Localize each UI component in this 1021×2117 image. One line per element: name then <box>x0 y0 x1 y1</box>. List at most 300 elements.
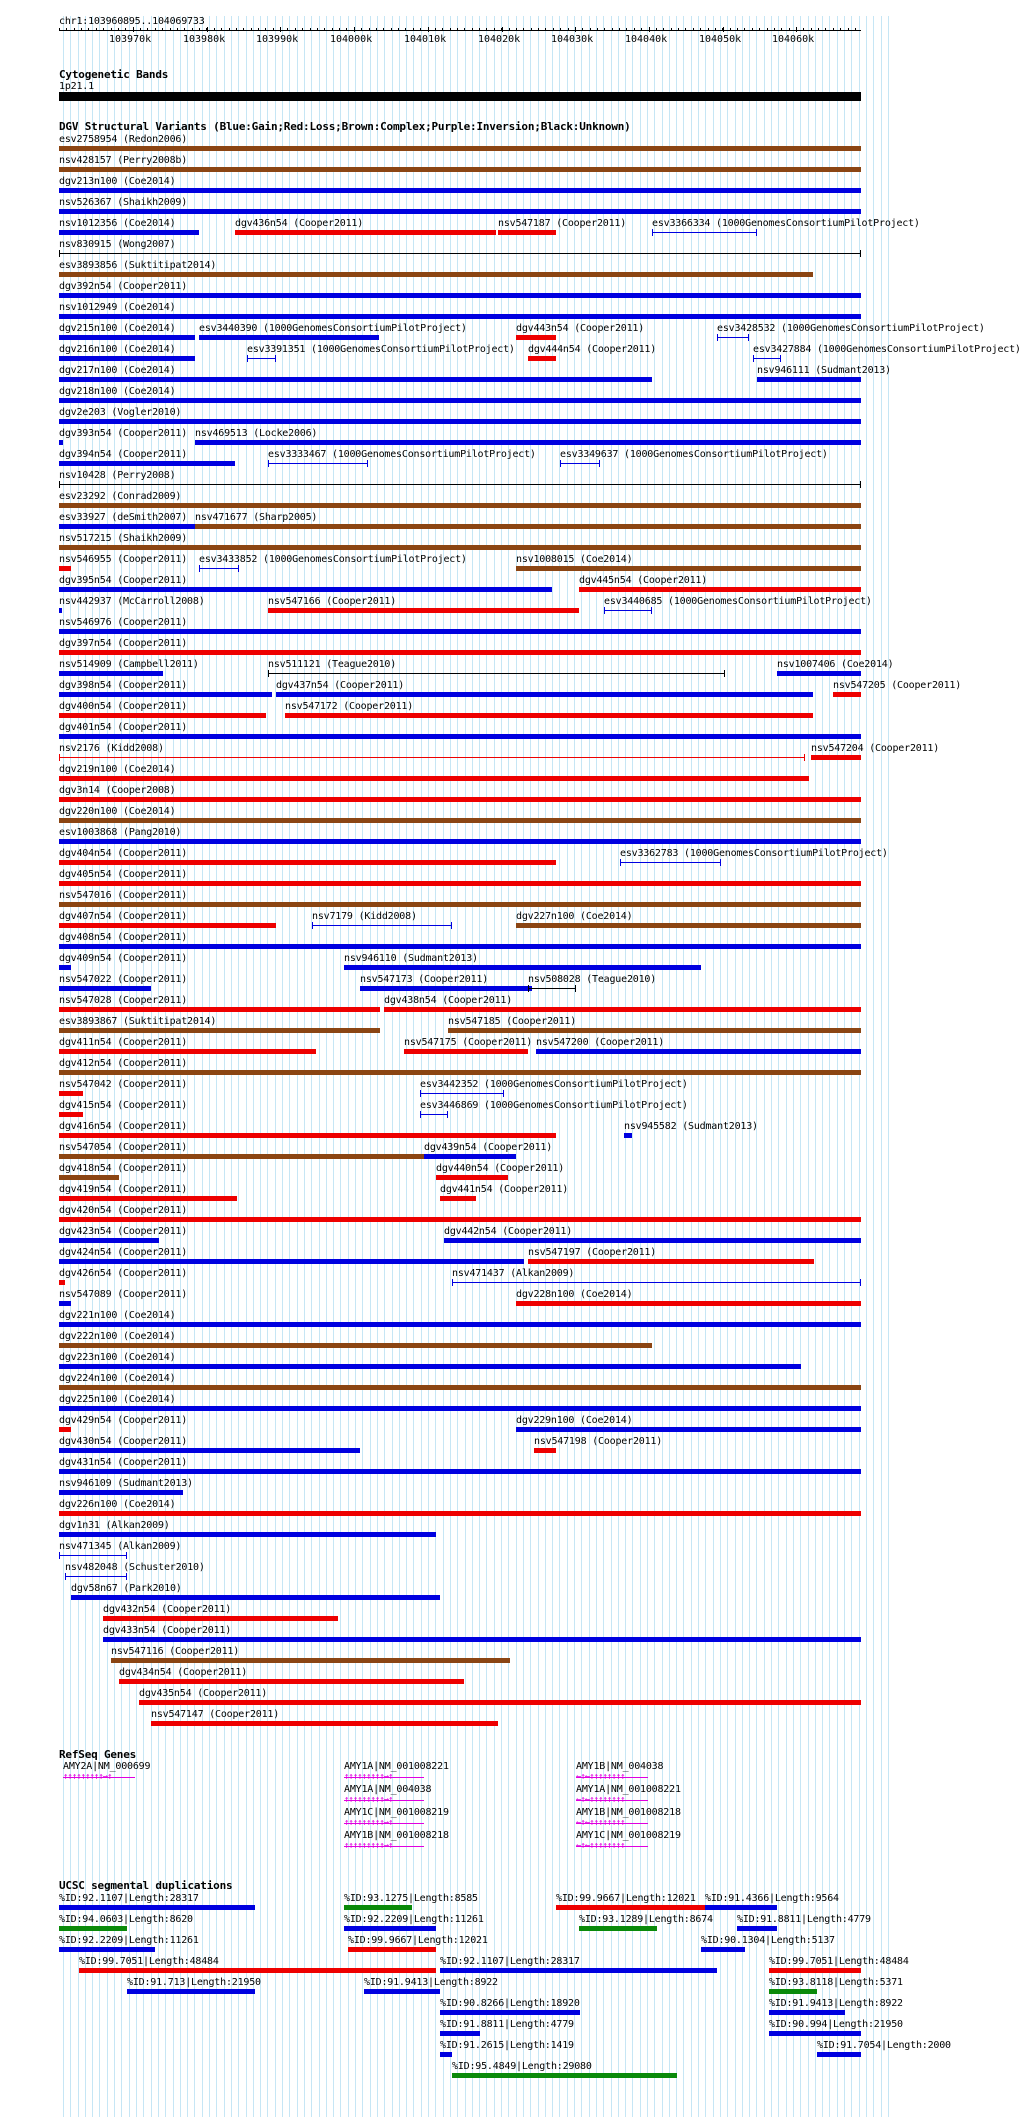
dgv-feature-bar[interactable] <box>534 1448 556 1453</box>
scale-minor-tick <box>811 28 812 31</box>
dgv-feature-label: dgv426n54 (Cooper2011) <box>59 1268 188 1279</box>
scale-minor-tick <box>398 28 399 31</box>
dgv-feature-label: dgv3n14 (Cooper2008) <box>59 785 176 796</box>
dgv-feature-bar[interactable] <box>139 1700 861 1705</box>
scale-tick-label: 104030k <box>551 34 594 45</box>
dgv-feature-label: dgv416n54 (Cooper2011) <box>59 1121 188 1132</box>
dgv-feature-bar[interactable] <box>59 1301 71 1306</box>
dgv-feature-bar[interactable] <box>528 988 576 989</box>
dgv-feature-bar[interactable] <box>268 673 725 674</box>
dgv-feature-label: dgv2e203 (Vogler2010) <box>59 407 182 418</box>
dgv-feature-bar[interactable] <box>717 337 749 338</box>
scale-minor-tick <box>818 28 819 31</box>
dgv-feature-label: dgv221n100 (Coe2014) <box>59 1310 176 1321</box>
dgv-feature-bar[interactable] <box>59 230 199 235</box>
segdup-bar[interactable] <box>59 1947 155 1952</box>
gene-label: AMY1C|NM_001008219 <box>576 1830 681 1841</box>
dgv-feature-label: dgv229n100 (Coe2014) <box>516 1415 633 1426</box>
dgv-feature-label: dgv430n54 (Cooper2011) <box>59 1436 188 1447</box>
dgv-feature-bar[interactable] <box>59 797 861 802</box>
segdup-label: %ID:90.8266|Length:18920 <box>440 1998 580 2009</box>
segdup-bar[interactable] <box>817 2052 861 2057</box>
dgv-feature-bar[interactable] <box>59 1028 380 1033</box>
scale-minor-tick <box>781 28 782 31</box>
dgv-feature-bar[interactable] <box>59 209 861 214</box>
segdup-bar[interactable] <box>344 1905 412 1910</box>
dgv-feature-bar[interactable] <box>199 568 239 569</box>
dgv-feature-bar[interactable] <box>59 881 861 886</box>
dgv-feature-label: nsv1012949 (Coe2014) <box>59 302 176 313</box>
dgv-feature-bar[interactable] <box>833 692 861 697</box>
dgv-feature-endcap <box>651 607 652 614</box>
dgv-feature-label: nsv546976 (Cooper2011) <box>59 617 188 628</box>
dgv-feature-bar[interactable] <box>420 1114 448 1115</box>
scale-minor-tick <box>103 28 104 31</box>
dgv-feature-label: nsv547042 (Cooper2011) <box>59 1079 188 1090</box>
dgv-feature-bar[interactable] <box>528 1259 814 1264</box>
dgv-feature-label: nsv547187 (Cooper2011) <box>498 218 627 229</box>
scale-minor-tick <box>361 28 362 31</box>
dgv-feature-label: nsv547147 (Cooper2011) <box>151 1709 280 1720</box>
dgv-feature-label: dgv395n54 (Cooper2011) <box>59 575 188 586</box>
dgv-feature-bar[interactable] <box>59 1238 159 1243</box>
grid-line <box>705 16 706 2117</box>
dgv-feature-label: nsv830915 (Wong2007) <box>59 239 176 250</box>
scale-minor-tick <box>486 28 487 31</box>
dgv-feature-bar[interactable] <box>59 1555 127 1556</box>
dgv-feature-label: esv3349637 (1000GenomesConsortiumPilotProject) <box>560 449 828 460</box>
dgv-feature-bar[interactable] <box>59 1217 861 1222</box>
dgv-feature-label: dgv398n54 (Cooper2011) <box>59 680 188 691</box>
dgv-feature-bar[interactable] <box>59 272 813 277</box>
segdup-label: %ID:99.9667|Length:12021 <box>348 1935 488 1946</box>
dgv-feature-label: nsv547028 (Cooper2011) <box>59 995 188 1006</box>
dgv-feature-bar[interactable] <box>59 818 861 823</box>
dgv-feature-bar[interactable] <box>59 860 556 865</box>
segdup-bar[interactable] <box>769 1968 861 1973</box>
dgv-feature-label: nsv2176 (Kidd2008) <box>59 743 164 754</box>
dgv-feature-endcap <box>503 1090 504 1097</box>
dgv-feature-endcap <box>860 250 861 257</box>
segdup-label: %ID:90.1304|Length:5137 <box>701 1935 835 1946</box>
scale-minor-tick <box>464 28 465 31</box>
dgv-feature-bar[interactable] <box>59 1112 83 1117</box>
dgv-feature-bar[interactable] <box>59 377 652 382</box>
dgv-feature-label: dgv220n100 (Coe2014) <box>59 806 176 817</box>
dgv-feature-bar[interactable] <box>59 314 861 319</box>
scale-minor-tick <box>428 28 429 31</box>
dgv-feature-bar[interactable] <box>195 440 861 445</box>
segdup-bar[interactable] <box>59 1926 127 1931</box>
dgv-feature-label: dgv412n54 (Cooper2011) <box>59 1058 188 1069</box>
dgv-feature-bar[interactable] <box>448 1028 861 1033</box>
scale-minor-tick <box>494 28 495 31</box>
dgv-feature-bar[interactable] <box>59 1007 380 1012</box>
scale-minor-tick <box>125 28 126 31</box>
dgv-feature-bar[interactable] <box>59 1364 801 1369</box>
dgv-feature-bar[interactable] <box>59 1049 316 1054</box>
dgv-feature-label: dgv437n54 (Cooper2011) <box>276 680 405 691</box>
dgv-feature-bar[interactable] <box>344 965 701 970</box>
dgv-feature-bar[interactable] <box>111 1658 510 1663</box>
dgv-feature-bar[interactable] <box>384 1007 861 1012</box>
dgv-feature-bar[interactable] <box>59 734 861 739</box>
dgv-feature-bar[interactable] <box>59 713 266 718</box>
dgv-feature-endcap <box>652 229 653 236</box>
grid-line <box>662 16 663 2117</box>
dgv-feature-endcap <box>599 460 600 467</box>
dgv-feature-bar[interactable] <box>440 1196 476 1201</box>
dgv-feature-label: nsv547172 (Cooper2011) <box>285 701 414 712</box>
scale-minor-tick <box>214 28 215 31</box>
dgv-feature-endcap <box>199 565 200 572</box>
dgv-feature-endcap <box>804 754 805 761</box>
dgv-feature-bar[interactable] <box>516 566 861 571</box>
scale-tick-label: 103980k <box>183 34 226 45</box>
scale-minor-tick <box>435 28 436 31</box>
segdup-bar[interactable] <box>452 2073 677 2078</box>
dgv-feature-bar[interactable] <box>59 1154 424 1159</box>
grid-line <box>713 16 714 2117</box>
dgv-feature-label: nsv547022 (Cooper2011) <box>59 974 188 985</box>
dgv-feature-bar[interactable] <box>103 1616 338 1621</box>
dgv-feature-bar[interactable] <box>59 293 861 298</box>
dgv-feature-bar[interactable] <box>757 377 861 382</box>
dgv-feature-bar[interactable] <box>59 1175 119 1180</box>
dgv-feature-label: dgv407n54 (Cooper2011) <box>59 911 188 922</box>
segdup-label: %ID:91.9413|Length:8922 <box>769 1998 903 2009</box>
dgv-feature-bar[interactable] <box>59 587 552 592</box>
dgv-feature-bar[interactable] <box>536 1049 861 1054</box>
dgv-feature-label: dgv392n54 (Cooper2011) <box>59 281 188 292</box>
dgv-feature-label: esv3446869 (1000GenomesConsortiumPilotProject) <box>420 1100 688 1111</box>
dgv-feature-endcap <box>126 1573 127 1580</box>
dgv-feature-label: dgv436n54 (Cooper2011) <box>235 218 364 229</box>
dgv-feature-bar[interactable] <box>59 1343 652 1348</box>
dgv-feature-bar[interactable] <box>312 925 452 926</box>
segdup-label: %ID:91.2615|Length:1419 <box>440 2040 574 2051</box>
gene-exon-glyphs: ←↑←↑↑↑↑↑↑↑↑ <box>576 1841 625 1851</box>
dgv-feature-bar[interactable] <box>59 1469 861 1474</box>
dgv-feature-label: dgv439n54 (Cooper2011) <box>424 1142 553 1153</box>
dgv-feature-bar[interactable] <box>59 1322 861 1327</box>
dgv-feature-bar[interactable] <box>276 692 813 697</box>
dgv-feature-label: dgv225n100 (Coe2014) <box>59 1394 176 1405</box>
dgv-feature-bar[interactable] <box>59 986 151 991</box>
dgv-feature-endcap <box>126 1552 127 1559</box>
dgv-feature-label: nsv547054 (Cooper2011) <box>59 1142 188 1153</box>
dgv-feature-bar[interactable] <box>59 692 272 697</box>
gene-label: AMY2A|NM_000699 <box>63 1761 151 1772</box>
scale-minor-tick <box>472 28 473 31</box>
scale-minor-tick <box>671 28 672 31</box>
dgv-feature-label: dgv213n100 (Coe2014) <box>59 176 176 187</box>
dgv-feature-bar[interactable] <box>59 1385 861 1390</box>
dgv-feature-bar[interactable] <box>235 230 496 235</box>
dgv-feature-bar[interactable] <box>59 1448 360 1453</box>
dgv-feature-label: dgv228n100 (Coe2014) <box>516 1289 633 1300</box>
segdup-bar[interactable] <box>127 1989 255 1994</box>
segdup-label: %ID:99.9667|Length:12021 <box>556 1893 696 1904</box>
dgv-feature-bar[interactable] <box>498 230 556 235</box>
dgv-feature-bar[interactable] <box>59 566 71 571</box>
dgv-feature-label: dgv419n54 (Cooper2011) <box>59 1184 188 1195</box>
dgv-feature-endcap <box>312 922 313 929</box>
segdup-label: %ID:99.7051|Length:48484 <box>79 1956 219 1967</box>
dgv-feature-label: nsv1008015 (Coe2014) <box>516 554 633 565</box>
dgv-feature-bar[interactable] <box>360 986 532 991</box>
scale-tick-label: 104050k <box>699 34 742 45</box>
dgv-feature-bar[interactable] <box>59 461 235 466</box>
dgv-feature-label: nsv547205 (Cooper2011) <box>833 680 962 691</box>
dgv-feature-bar[interactable] <box>151 1721 498 1726</box>
dgv-feature-bar[interactable] <box>285 713 813 718</box>
dgv-feature-label: dgv423n54 (Cooper2011) <box>59 1226 188 1237</box>
gene-exon-glyphs: ↑↑↑↑↑↑↑↑↑→↑ <box>344 1818 393 1828</box>
dgv-track-title: DGV Structural Variants (Blue:Gain;Red:Loss;Brown:Complex;Purple:Inversion;Black:Unknown) <box>59 120 631 133</box>
segdup-label: %ID:91.8811|Length:4779 <box>440 2019 574 2030</box>
dgv-feature-label: nsv482048 (Schuster2010) <box>65 1562 205 1573</box>
gene-exon-glyphs: ←↑←↑↑↑↑↑↑↑↑ <box>576 1818 625 1828</box>
dgv-feature-bar[interactable] <box>59 1427 71 1432</box>
dgv-feature-label: dgv405n54 (Cooper2011) <box>59 869 188 880</box>
dgv-feature-label: dgv226n100 (Coe2014) <box>59 1499 176 1510</box>
segdup-bar[interactable] <box>701 1947 745 1952</box>
scale-minor-tick <box>258 28 259 31</box>
dgv-feature-bar[interactable] <box>624 1133 632 1138</box>
dgv-feature-bar[interactable] <box>528 356 556 361</box>
scale-minor-tick <box>796 28 797 31</box>
grid-line <box>698 16 699 2117</box>
dgv-feature-label: dgv420n54 (Cooper2011) <box>59 1205 188 1216</box>
dgv-feature-bar[interactable] <box>59 608 62 613</box>
scale-tick <box>207 27 208 32</box>
dgv-feature-bar[interactable] <box>59 1070 861 1075</box>
segdup-bar[interactable] <box>344 1926 436 1931</box>
gene-exon-glyphs: ↑↑↑↑↑↑↑↑↑→↑ <box>63 1772 112 1782</box>
dgv-feature-bar[interactable] <box>59 167 861 172</box>
dgv-feature-bar[interactable] <box>753 358 781 359</box>
dgv-feature-bar[interactable] <box>59 944 861 949</box>
segdup-bar[interactable] <box>348 1947 436 1952</box>
segdup-label: %ID:92.2209|Length:11261 <box>344 1914 484 1925</box>
segdup-bar[interactable] <box>440 1968 717 1973</box>
dgv-feature-endcap <box>724 670 725 677</box>
dgv-feature-bar[interactable] <box>59 503 861 508</box>
scale-minor-tick <box>376 28 377 31</box>
segdup-bar[interactable] <box>769 2010 845 2015</box>
scale-minor-tick <box>236 28 237 31</box>
dgv-feature-bar[interactable] <box>59 671 163 676</box>
dgv-feature-bar[interactable] <box>247 358 275 359</box>
scale-tick-label: 104040k <box>625 34 668 45</box>
segdup-bar[interactable] <box>556 1905 708 1910</box>
dgv-feature-bar[interactable] <box>59 356 195 361</box>
scale-minor-tick <box>265 28 266 31</box>
dgv-feature-bar[interactable] <box>268 463 368 464</box>
dgv-feature-endcap <box>604 607 605 614</box>
dgv-feature-bar[interactable] <box>652 232 756 233</box>
scale-minor-tick <box>346 28 347 31</box>
dgv-feature-label: dgv223n100 (Coe2014) <box>59 1352 176 1363</box>
scale-minor-tick <box>199 28 200 31</box>
dgv-feature-bar[interactable] <box>59 776 809 781</box>
scale-minor-tick <box>273 28 274 31</box>
segdup-bar[interactable] <box>59 1905 255 1910</box>
dgv-feature-bar[interactable] <box>59 484 861 485</box>
position-label: chr1:103960895..104069733 <box>59 16 205 27</box>
dgv-feature-label: dgv443n54 (Cooper2011) <box>516 323 645 334</box>
dgv-feature-bar[interactable] <box>59 335 195 340</box>
dgv-feature-bar[interactable] <box>424 1154 516 1159</box>
dgv-feature-bar[interactable] <box>59 965 71 970</box>
scale-minor-tick <box>649 28 650 31</box>
scale-minor-tick <box>81 28 82 31</box>
segdup-bar[interactable] <box>364 1989 440 1994</box>
gene-exon-glyphs: ←↑←↑↑↑↑↑↑↑↑ <box>576 1795 625 1805</box>
dgv-feature-bar[interactable] <box>59 1490 183 1495</box>
dgv-feature-bar[interactable] <box>59 650 861 655</box>
dgv-feature-bar[interactable] <box>59 1280 65 1285</box>
scale-minor-tick <box>568 28 569 31</box>
scale-minor-tick <box>280 28 281 31</box>
dgv-feature-bar[interactable] <box>59 440 63 445</box>
scale-minor-tick <box>553 28 554 31</box>
dgv-feature-bar[interactable] <box>59 1196 237 1201</box>
dgv-feature-bar[interactable] <box>604 610 652 611</box>
dgv-feature-bar[interactable] <box>59 1091 83 1096</box>
scale-tick-label: 104020k <box>478 34 521 45</box>
segdup-bar[interactable] <box>769 1989 817 1994</box>
segdup-label: %ID:91.8811|Length:4779 <box>737 1914 871 1925</box>
dgv-feature-endcap <box>452 1279 453 1286</box>
dgv-feature-endcap <box>65 1573 66 1580</box>
dgv-feature-bar[interactable] <box>59 1406 861 1411</box>
segdup-bar[interactable] <box>440 2010 580 2015</box>
grid-line <box>501 16 502 2117</box>
scale-minor-tick <box>133 28 134 31</box>
dgv-feature-bar[interactable] <box>516 1427 861 1432</box>
dgv-feature-bar[interactable] <box>103 1637 861 1642</box>
scale-minor-tick <box>354 28 355 31</box>
segdup-bar[interactable] <box>79 1968 436 1973</box>
dgv-feature-label: dgv401n54 (Cooper2011) <box>59 722 188 733</box>
dgv-feature-endcap <box>528 985 529 992</box>
dgv-feature-bar[interactable] <box>579 587 861 592</box>
dgv-feature-bar[interactable] <box>59 419 861 424</box>
dgv-feature-bar[interactable] <box>59 839 861 844</box>
segdup-bar[interactable] <box>579 1926 657 1931</box>
dgv-feature-bar[interactable] <box>420 1093 504 1094</box>
dgv-feature-bar[interactable] <box>404 1049 528 1054</box>
segdup-bar[interactable] <box>440 2031 480 2036</box>
dgv-feature-label: dgv219n100 (Coe2014) <box>59 764 176 775</box>
dgv-feature-endcap <box>717 334 718 341</box>
dgv-feature-bar[interactable] <box>59 1259 524 1264</box>
segdup-bar[interactable] <box>737 1926 777 1931</box>
dgv-feature-bar[interactable] <box>59 146 861 151</box>
dgv-feature-label: dgv411n54 (Cooper2011) <box>59 1037 188 1048</box>
gene-label: AMY1B|NM_001008218 <box>344 1830 449 1841</box>
dgv-feature-label: dgv217n100 (Coe2014) <box>59 365 176 376</box>
dgv-feature-endcap <box>59 481 60 488</box>
grid-line <box>508 16 509 2117</box>
scale-minor-tick <box>708 28 709 31</box>
scale-minor-tick <box>324 28 325 31</box>
dgv-feature-bar[interactable] <box>516 923 861 928</box>
scale-minor-tick <box>420 28 421 31</box>
dgv-feature-endcap <box>860 1279 861 1286</box>
scale-minor-tick <box>582 28 583 31</box>
dgv-feature-bar[interactable] <box>777 671 861 676</box>
dgv-feature-bar[interactable] <box>59 524 195 529</box>
scale-minor-tick <box>118 28 119 31</box>
dgv-feature-bar[interactable] <box>59 1532 436 1537</box>
gene-exon-glyphs: ↑↑↑↑↑↑↑↑↑→↑ <box>344 1795 393 1805</box>
segdup-label: %ID:93.1275|Length:8585 <box>344 1893 478 1904</box>
scale-minor-tick <box>170 28 171 31</box>
dgv-feature-bar[interactable] <box>268 608 579 613</box>
dgv-feature-bar[interactable] <box>516 335 556 340</box>
dgv-feature-bar[interactable] <box>516 1301 861 1306</box>
scale-minor-tick <box>369 28 370 31</box>
dgv-feature-bar[interactable] <box>65 1576 127 1577</box>
dgv-feature-bar[interactable] <box>59 902 861 907</box>
dgv-feature-bar[interactable] <box>195 524 861 529</box>
dgv-feature-bar[interactable] <box>59 188 861 193</box>
cytoband-bar[interactable] <box>59 92 861 101</box>
dgv-feature-label: dgv442n54 (Cooper2011) <box>444 1226 573 1237</box>
dgv-feature-bar[interactable] <box>199 335 379 340</box>
segdup-bar[interactable] <box>769 2031 861 2036</box>
dgv-feature-label: esv2758954 (Redon2006) <box>59 134 188 145</box>
dgv-feature-bar[interactable] <box>59 629 861 634</box>
scale-minor-tick <box>744 28 745 31</box>
dgv-feature-bar[interactable] <box>436 1175 508 1180</box>
scale-minor-tick <box>803 28 804 31</box>
dgv-feature-label: nsv1012356 (Coe2014) <box>59 218 176 229</box>
dgv-feature-bar[interactable] <box>59 545 861 550</box>
dgv-feature-bar[interactable] <box>59 1133 556 1138</box>
scale-minor-tick <box>560 28 561 31</box>
dgv-feature-bar[interactable] <box>59 253 861 254</box>
dgv-feature-bar[interactable] <box>560 463 600 464</box>
segdup-bar[interactable] <box>440 2052 452 2057</box>
dgv-feature-endcap <box>420 1111 421 1118</box>
dgv-feature-bar[interactable] <box>620 862 720 863</box>
segdup-label: %ID:91.9413|Length:8922 <box>364 1977 498 1988</box>
scale-minor-tick <box>715 28 716 31</box>
dgv-feature-bar[interactable] <box>59 757 805 758</box>
scale-minor-tick <box>604 28 605 31</box>
grid-line <box>187 16 188 2117</box>
dgv-feature-bar[interactable] <box>59 923 276 928</box>
dgv-feature-bar[interactable] <box>71 1595 440 1600</box>
dgv-feature-label: esv1003868 (Pang2010) <box>59 827 182 838</box>
dgv-feature-label: nsv471677 (Sharp2005) <box>195 512 318 523</box>
dgv-feature-endcap <box>860 481 861 488</box>
dgv-feature-bar[interactable] <box>452 1282 861 1283</box>
scale-minor-tick <box>759 28 760 31</box>
dgv-feature-endcap <box>748 334 749 341</box>
dgv-feature-endcap <box>59 250 60 257</box>
dgv-feature-bar[interactable] <box>59 1511 861 1516</box>
dgv-feature-bar[interactable] <box>811 755 861 760</box>
segdup-bar[interactable] <box>705 1905 777 1910</box>
dgv-feature-bar[interactable] <box>444 1238 861 1243</box>
dgv-feature-bar[interactable] <box>59 398 861 403</box>
dgv-feature-bar[interactable] <box>119 1679 464 1684</box>
